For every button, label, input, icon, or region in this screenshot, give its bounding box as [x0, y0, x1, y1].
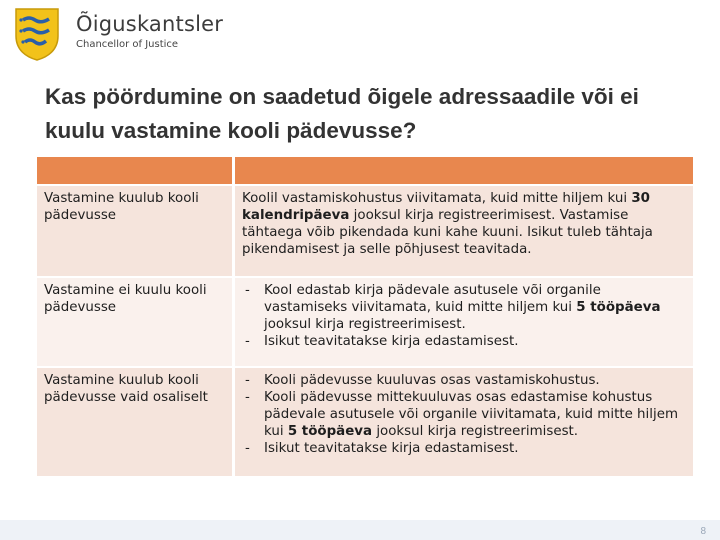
table-row	[37, 184, 693, 276]
row-text: jooksul kirja registreerimisest. Vastamise tähtaega võib pikendada kuni kahe kuuni. Isikut tuleb tähtaja pikendamisest ja selle põhjusest teavitada.	[242, 208, 653, 257]
page-number: 8	[700, 526, 706, 537]
deadline-bold: 5 tööpäeva	[576, 300, 661, 315]
list-item: - Kool edastab kirja pädevale asutusele või organile vastamiseks viivitamata, kuid mitte hiljem kui 5 tööpäeva jooksul kirja registreerimisest.	[242, 282, 687, 333]
row-description	[235, 186, 693, 276]
row-label: Vastamine kuulub kooli pädevusse	[37, 186, 235, 276]
list-item: - Kooli pädevusse mittekuuluvas osas edastamise kohustus pädevale asutusele või organile viivitamata, kuid mitte hiljem kui 5 tööpäeva jooksul kirja registreerimisest.	[242, 389, 687, 440]
table-header	[37, 157, 693, 184]
row-text: Koolil vastamiskohustus viivitamata, kuid mitte hiljem kui	[242, 191, 632, 206]
response-table	[37, 157, 693, 476]
row-label: Vastamine ei kuulu kooli pädevusse	[37, 278, 235, 366]
brand-name: Õiguskantsler	[76, 12, 224, 36]
list-item: - Isikut teavitatakse kirja edastamisest.	[242, 440, 687, 457]
logo	[12, 6, 232, 62]
table-row	[37, 276, 693, 366]
row-description	[235, 278, 693, 366]
footer-bar	[0, 520, 720, 540]
table-row	[37, 366, 693, 476]
row-label: Vastamine kuulub kooli pädevusse vaid osaliselt	[37, 368, 235, 476]
bullet-list	[242, 282, 687, 350]
bullet-list	[242, 372, 687, 457]
deadline-bold: 5 tööpäeva	[287, 424, 373, 439]
page-title: Kas pöördumine on saadetud õigele adressaadile või ei kuulu vastamine kooli pädevusse?	[45, 84, 639, 143]
row-description	[235, 368, 693, 476]
coat-of-arms-icon	[12, 6, 62, 62]
header-cell-2	[235, 157, 693, 184]
list-item: - Isikut teavitatakse kirja edastamisest.	[242, 333, 687, 350]
header-cell-1	[37, 157, 235, 184]
brand-subtitle: Chancellor of Justice	[76, 39, 179, 50]
list-item: - Kooli pädevusse kuuluvas osas vastamiskohustus.	[242, 372, 687, 389]
deadline-bold: 30 kalendripäeva	[242, 191, 650, 223]
